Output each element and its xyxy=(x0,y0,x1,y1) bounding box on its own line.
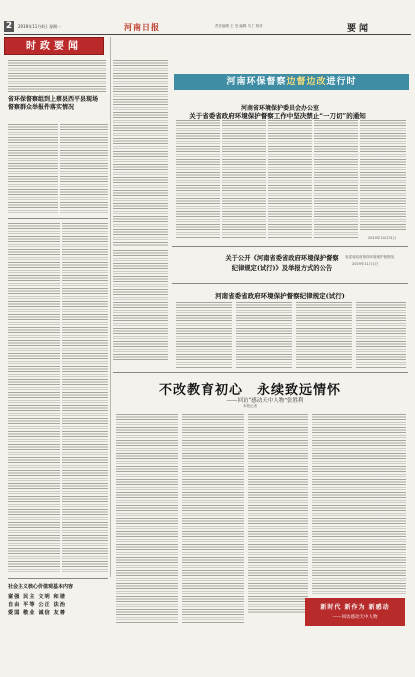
feature-text-col-3 xyxy=(248,414,308,614)
regulation-text-col-2 xyxy=(236,302,292,368)
notice-text-col-1 xyxy=(176,120,220,238)
regulation-text-col-4 xyxy=(356,302,406,368)
section-name: 要闻 xyxy=(347,24,372,34)
notice-text-col-2 xyxy=(222,120,266,238)
announcement-footer: 省委省政府第四环境保护督察组 xyxy=(345,255,394,259)
announcement-title-line-1: 关于公开《河南省委省政府环境保护督察 xyxy=(225,255,339,262)
core-values-row: 爱国 敬业 诚信 友善 xyxy=(8,610,66,616)
notice-date: 2019年10月31日 xyxy=(368,236,397,240)
banner-highlight: 边督边改 xyxy=(286,77,327,87)
announcement-divider xyxy=(172,283,408,284)
promo-line-2: ——回访感动天中人物 xyxy=(332,615,378,620)
feature-title: 不改教育初心 永续致远情怀 xyxy=(158,383,341,398)
core-values-title: 社会主义核心价值观基本内容 xyxy=(8,584,74,590)
feature-subtitle: ——回访“感动天中人物”张胜利 xyxy=(226,398,304,404)
masthead xyxy=(0,0,415,34)
left-article-text-a xyxy=(8,124,58,214)
left-column-rule xyxy=(110,37,111,577)
left-article-text-b xyxy=(60,124,108,214)
banner-prefix: 河南环保督察 xyxy=(226,77,287,87)
feature-top-rule xyxy=(113,372,408,373)
publication-date: 2019年11月4日 星期一 xyxy=(18,24,62,29)
left-divider xyxy=(8,218,108,219)
regulation-text-col-3 xyxy=(296,302,352,368)
notice-text-col-5 xyxy=(360,120,406,230)
series-promo-box xyxy=(305,598,405,626)
promo-line-1: 新时代 新作为 新感动 xyxy=(320,604,390,611)
announcement-date: 2019年11月1日 xyxy=(352,262,379,266)
current-affairs-banner: 时政要闻 xyxy=(4,37,104,55)
left-column-text-b xyxy=(62,223,108,573)
core-values-rule xyxy=(8,578,108,579)
regulation-text-col-1 xyxy=(176,302,232,368)
feature-text-col-2 xyxy=(182,414,244,624)
left-headline: 省环保督察组到上蔡县西平县现场督察群众举报件落实情况 xyxy=(8,96,99,111)
notice-title: 关于省委省政府环境保护督察工作中坚决禁止“一刀切”的通知 xyxy=(189,112,366,120)
notice-text-col-3 xyxy=(268,120,312,238)
middle-lower-text xyxy=(113,250,168,360)
left-column-text-a xyxy=(8,223,60,573)
page-number: 2 xyxy=(5,21,13,31)
editor-credits: 责任编辑 王 莹 编辑 马丁 校对 xyxy=(215,24,263,28)
banner-suffix: 进行时 xyxy=(326,77,357,87)
notice-text-col-4 xyxy=(314,120,358,238)
inspection-banner xyxy=(174,74,409,90)
middle-upper-text xyxy=(113,60,168,246)
feature-text-col-4 xyxy=(312,414,406,594)
notice-organization: 河南省环境保护委员会办公室 xyxy=(240,105,319,112)
paper-name: 河南日报 xyxy=(124,22,160,32)
core-values-row: 自由 平等 公正 法治 xyxy=(8,602,66,608)
masthead-rule xyxy=(4,34,411,35)
regulation-title: 河南省委省政府环境保护督察纪律规定(试行) xyxy=(215,292,345,300)
core-values-box xyxy=(8,583,108,617)
feature-byline: 本报记者 xyxy=(243,404,257,408)
core-values-row: 富强 民主 文明 和谐 xyxy=(8,594,66,600)
left-intro-text xyxy=(8,60,106,92)
announcement-title-line-2: 纪律规定(试行)》及举报方式的公告 xyxy=(231,265,333,272)
notice-divider xyxy=(172,246,408,247)
feature-text-col-1 xyxy=(116,414,178,624)
